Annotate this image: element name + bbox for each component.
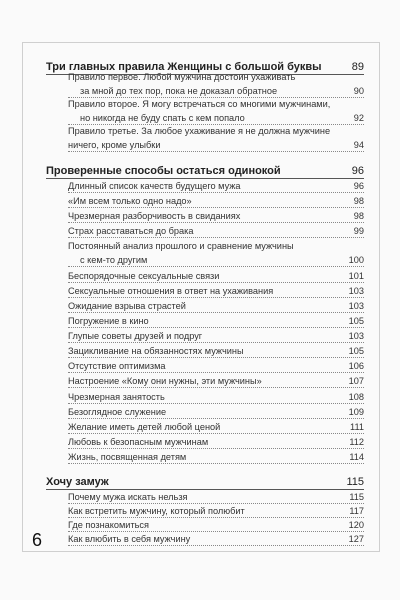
- toc-entry-title: Любовь к безопасным мужчинам: [68, 437, 209, 447]
- toc-entry-title: Беспорядочные сексуальные связи: [68, 271, 220, 281]
- toc-entry-page: 92: [353, 113, 364, 123]
- toc-entry-page: 90: [353, 86, 364, 96]
- toc-entry-page: 103: [348, 286, 364, 296]
- toc-entry-title: Как встретить мужчину, который полюбит: [68, 506, 245, 516]
- toc-entry-line1: Правило первое. Любой мужчина достоин ухаживать: [68, 72, 296, 82]
- toc-entry-title: Как влюбить в себя мужчину: [68, 534, 191, 544]
- toc-entry: [68, 315, 364, 328]
- toc-entry: [68, 406, 364, 419]
- toc-entry-title: Страх расставаться до брака: [68, 226, 194, 236]
- toc-entry: [68, 375, 364, 388]
- toc-entry: [68, 112, 364, 125]
- toc-entry-page: 103: [348, 331, 364, 341]
- section-page: 115: [346, 476, 364, 488]
- toc-entry-page: 109: [348, 407, 364, 417]
- toc-entry-title: Желание иметь детей любой ценой: [68, 422, 221, 432]
- toc-entry-page: 98: [353, 196, 364, 206]
- toc-entry-title: Глупые советы друзей и подруг: [68, 331, 203, 341]
- toc-entry-page: 112: [349, 437, 364, 447]
- toc-entry-line1: Правило третье. За любое ухаживание я не должна мужчине: [68, 126, 331, 136]
- toc-entry-page: 99: [353, 226, 364, 236]
- toc-entry-line2: ничего, кроме улыбки: [68, 140, 161, 150]
- toc-entry-title: Настроение «Кому они нужны, эти мужчины»: [68, 376, 262, 386]
- toc-entry: [68, 285, 364, 298]
- toc-entry-page: 117: [349, 506, 364, 516]
- toc-entry: [68, 254, 364, 267]
- toc-entry-page: 105: [348, 346, 364, 356]
- toc-entry-line2: за мной до тех пор, пока не доказал обратное: [80, 86, 278, 96]
- toc-entry: [68, 436, 364, 449]
- toc-entry-title: Ожидание взрыва страстей: [68, 301, 186, 311]
- toc-entry-page: 127: [348, 534, 364, 544]
- toc-entry: [68, 533, 364, 546]
- toc-entry-line1: Правило второе. Я могу встречаться со многими мужчинами,: [68, 99, 331, 109]
- toc-entry-page: 107: [348, 376, 364, 386]
- toc-entry: [68, 451, 364, 464]
- toc-entry: [68, 210, 364, 223]
- section-title: [46, 164, 364, 179]
- toc-entry-title: Безоглядное служение: [68, 407, 167, 417]
- toc-entry: [68, 360, 364, 373]
- toc-entry-title: Почему мужа искать нельзя: [68, 492, 188, 502]
- section-title-text: Три главных правила Женщины с большой буквы: [46, 61, 322, 73]
- toc-entry: [68, 225, 364, 238]
- toc-entry-page: 105: [348, 316, 364, 326]
- page-number: 6: [32, 530, 43, 550]
- section-title-text: Проверенные способы остаться одинокой: [46, 165, 281, 177]
- toc-entry-page: 100: [348, 255, 364, 265]
- section-title-text: Хочу замуж: [46, 476, 109, 488]
- toc-entry: [68, 180, 364, 193]
- toc-entry: [68, 330, 364, 343]
- section-page: 89: [351, 61, 364, 73]
- toc-entry: [68, 519, 364, 532]
- toc-entry-title: Погружение в кино: [68, 316, 149, 326]
- toc-entry: [68, 391, 364, 404]
- toc-entry-page: 114: [349, 452, 364, 462]
- toc-entry: [68, 139, 364, 152]
- toc-entry-page: 120: [348, 520, 364, 530]
- toc-entry-title: Чрезмерная занятость: [68, 392, 165, 402]
- toc-entry-page: 115: [349, 492, 364, 502]
- toc-entry: [68, 345, 364, 358]
- toc-entry: [68, 85, 364, 98]
- toc-entry-title: «Им всем только одно надо»: [68, 196, 192, 206]
- toc-entry: [68, 300, 364, 313]
- toc-entry-line2: с кем-то другим: [80, 255, 148, 265]
- toc-entry: [68, 270, 364, 283]
- toc-entry-title: Жизнь, посвященная детям: [68, 452, 187, 462]
- toc-entry-title: Где познакомиться: [68, 520, 150, 530]
- toc-entry-line2: но никогда не буду спать с кем попало: [80, 113, 245, 123]
- toc-entry-page: 96: [353, 181, 364, 191]
- toc-entry: [68, 421, 364, 434]
- section-page: 96: [351, 165, 364, 177]
- toc-entry: [68, 491, 364, 504]
- toc-entry-page: 106: [348, 361, 364, 371]
- toc-entry-page: 98: [353, 211, 364, 221]
- toc-entry-page: 94: [353, 140, 364, 150]
- toc-entry-title: Зацикливание на обязанностях мужчины: [68, 346, 244, 356]
- toc-entry-title: Сексуальные отношения в ответ на ухаживания: [68, 286, 274, 296]
- toc-entry-page: 111: [350, 422, 364, 432]
- toc-entry-page: 103: [348, 301, 364, 311]
- toc-entry: [68, 505, 364, 518]
- toc-entry: [68, 195, 364, 208]
- section-title: [46, 475, 364, 490]
- toc-entry-line1: Постоянный анализ прошлого и сравнение мужчины: [68, 241, 294, 251]
- toc-entry-page: 101: [348, 271, 364, 281]
- toc-entry-title: Длинный список качеств будущего мужа: [68, 181, 241, 191]
- toc-entry-page: 108: [348, 392, 364, 402]
- toc-entry-title: Отсутствие оптимизма: [68, 361, 166, 371]
- toc-entry-title: Чрезмерная разборчивость в свиданиях: [68, 211, 241, 221]
